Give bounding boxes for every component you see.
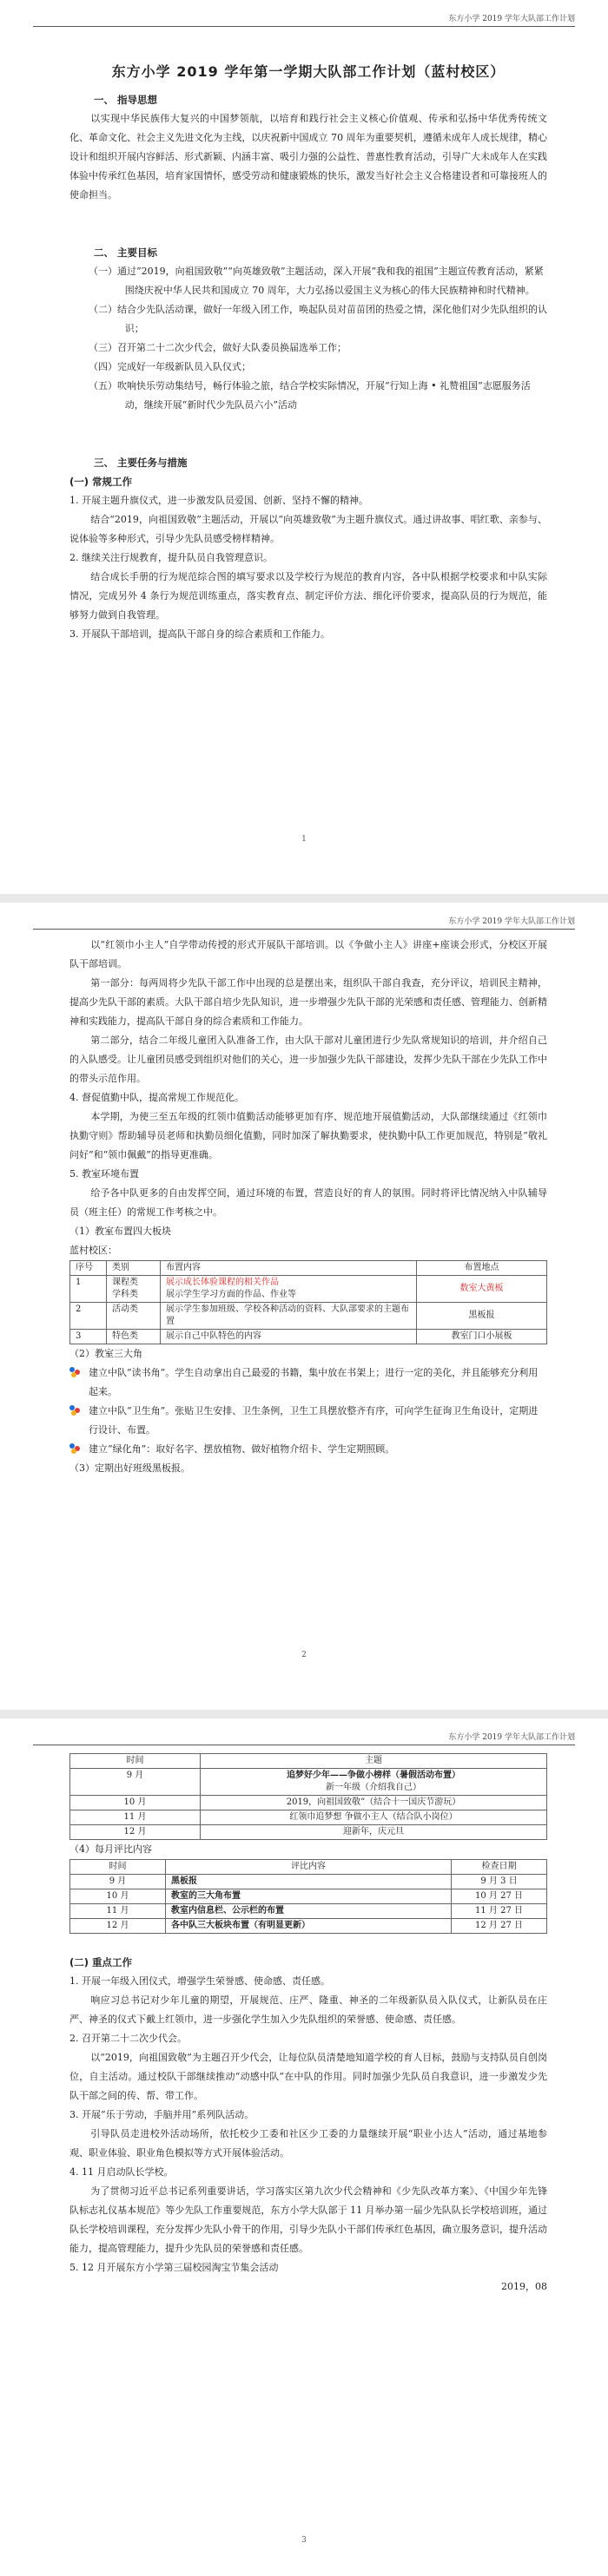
table-header-cell: 类别 [107,1261,161,1276]
table-header-row [70,1261,547,1276]
goal-item: （四）完成好一年级新队员入队仪式； [89,361,251,372]
table-header-cell: 时间 [70,1860,166,1875]
goal-item: （二）结合少先队活动课，做好一年级入团工作，唤起队员对苗苗团的热爱之情，深化他们对少先队组织的认识； [89,304,547,334]
bullet-icon [69,1367,82,1377]
table-cell: 红领巾追梦想 争做小主人（结合队小岗位） [201,1810,547,1825]
list-item: 5. 12 月开展东方小学第三届校园淘宝节集会活动 [69,2262,279,2273]
running-header: 东方小学 2019 学年大队部工作计划 [448,917,575,926]
paragraph: 为了贯彻习近平总书记系列重要讲话，学习落实区第九次少代会精神和《少先队改革方案》、《中国少年先锋队标志礼仪基本规范》等少先队工作重要规范，东方小学大队部于 11 月举办第一届少先队队长学校培训班，通过队长学校培训课程，充分发挥少先队小骨干的作用，引导少先队小干部们传承红色基因，确立服务意识，提升活动能力，提高管理能力，提升少先队员的荣誉感和责任感。 [69,2185,547,2254]
page-number: 1 [301,835,307,844]
list-item: 2. 继续关注行规教育，提升队员自我管理意识。 [69,552,273,563]
paragraph: 第二部分，结合二年级儿童团入队准备工作，由大队干部对儿童团进行少先队常规知识的培训，并介绍自己的入队感受。让儿童团员感受到组织对他们的关心，进一步加强少先队干部建设，发挥少先队干部在少先队工作中的带头示范作用。 [69,1035,547,1084]
table-heading: （1）教室布置四大板块 [69,1226,171,1237]
table-cell: 11 月 [70,1904,166,1919]
table-row [70,1810,547,1825]
table-cell: 活动类 [107,1303,161,1330]
bullet-text: 建立中队“卫生角”。张贴卫生安排、卫生条例，卫生工具摆放整齐有序，可向学生征询卫生角设计，定期进行设计、布置。 [89,1405,539,1436]
table-cell: 展示学生参加班级、学校各种活动的资料、大队部要求的主题布置 [161,1303,417,1330]
table-header-cell: 布置地点 [417,1261,547,1276]
paragraph: 结合成长手册的行为规范综合图的填写要求以及学校行为规范的教育内容，各中队根据学校要求和中队实际情况，完成另外 4 条行为规范训练重点，落实教育点、制定评价方法、细化评价要求，提高队员的行为规范，能够努力做到自我管理。 [69,571,547,621]
section-heading: 一、 指导思想 [94,94,158,106]
schedule-table [69,1753,547,1840]
header-rule [33,929,575,930]
bullet-item [69,1440,547,1459]
bullet-item [69,1402,547,1440]
list-item: 3. 开展“乐于劳动，手脑并用”系列队活动。 [69,2109,254,2120]
table-cell: 11 月 27 日 [452,1904,547,1919]
table-row [70,1889,547,1904]
table-header-cell: 序号 [70,1261,107,1276]
document-page-2 [0,903,608,1710]
list-item: 4. 11 月启动队长学校。 [69,2166,174,2178]
table-cell [201,1769,547,1796]
subsection-heading: (一) 常规工作 [69,476,133,488]
list-item: 3. 开展队干部培训，提高队干部自身的综合素质和工作能力。 [69,628,330,640]
table-header-cell: 主题 [201,1754,547,1769]
table-cell: 教室的三大角布置 [166,1889,452,1904]
paragraph: 引导队员走进校外活动场所，依托校少工委和社区少工委的力量继续开展“职业小达人”活动，通过基地参观、职业体验、职业角色模拟等方式开展体验活动。 [69,2128,547,2159]
table-cell: 黑板报 [417,1303,547,1330]
table-cell: 2 [70,1303,107,1330]
layout-table [69,1260,547,1344]
table-cell: 教室门口小展板 [417,1330,547,1344]
table-header-cell: 评比内容 [166,1860,452,1875]
paragraph: 第一部分：每两周将少先队干部工作中出现的总是摆出来，组织队干部自我查，充分评议，培训民主精神，提高少先队干部的素质。大队干部自培少先队知识，进一步增强少先队干部的光荣感和责任感、管理能力、创新精神和实践能力，提高队干部自身的综合素质和工作能力。 [69,977,547,1027]
list-item: 4. 督促值勤中队，提高常规工作规范化。 [69,1092,244,1103]
table-cell: 展示自己中队特色的内容 [161,1330,417,1344]
section-heading: 二、 主要目标 [94,246,158,259]
list-item: 2. 召开第二十二次少代会。 [69,2033,187,2044]
paragraph: 结合“2019，向祖国致敬”主题活动，开展以“向英雄致敬”为主题升旗仪式。通过讲故事、唱红歌、亲参与、说体验等多种形式，引导少先队员感受榜样精神。 [69,514,547,544]
table-row [70,1796,547,1810]
table-cell: 课程类 学科类 [107,1276,161,1303]
bullet-item [69,1364,547,1402]
table-cell: 各中队三大板块布置（有明显更新） [166,1919,452,1934]
table-cell: 9 月 [70,1769,201,1796]
goal-item: （三）召开第二十二次少代会，做好大队委员换届选举工作； [89,342,347,353]
table-row [70,1303,547,1330]
table-row [70,1769,547,1796]
table-header-row [70,1860,547,1875]
table-cell: 1 [70,1276,107,1303]
document-page-1 [0,0,608,894]
paragraph: 以实现中华民族伟大复兴的中国梦领航，以培育和践行社会主义核心价值观、传承和弘扬中华优秀传统文化、革命文化、社会主义先进文化为主线，以庆祝新中国成立 70 周年为重要契机，遵循未成年人成长规律，精心设计和组织开展内容鲜活、形式新颖、内涵丰富、吸引力强的公益性、普惠性教育活动，引导广大未成年人在实践体验中传承红色基因，培育家国情怀，感受劳动和健康锻炼的快乐，激发当好社会主义合格建设者和可靠接班人的使命担当。 [69,113,547,200]
subsection-heading: (二) 重点工作 [69,1956,133,1968]
table-cell: 10 月 [70,1796,201,1810]
table-cell: 迎新年，庆元旦 [201,1825,547,1840]
table-cell: 教室内信息栏、公示栏的布置 [166,1904,452,1919]
table-cell-text: 展示学生学习方面的作品、作业等 [166,1290,296,1299]
document-title: 东方小学 2019 学年第一学期大队部工作计划（蓝村校区） [111,63,506,80]
running-header: 东方小学 2019 学年大队部工作计划 [448,15,575,23]
table-cell: 3 [70,1330,107,1344]
table-row [70,1919,547,1934]
table-header-cell: 布置内容 [161,1261,417,1276]
paragraph: 以“2019，向祖国致敬”为主题召开少代会，让每位队员清楚地知道学校的育人目标，鼓励与支持队员自创岗位，自主活动。通过校队干部继续推动“动感中队”在中队的作用。同时加强少先队员自我意识，进一步激发少先队干部之间的传、帮、带工作。 [69,2052,547,2101]
bullet-icon [69,1443,82,1454]
table-header-cell: 时间 [70,1754,201,1769]
list-item: （3）定期出好班级黑板报。 [69,1462,190,1474]
schedule-theme: 追梦好少年——争做小榜样（暑假活动布置） [287,1771,460,1780]
table-cell-highlight: 展示成长体验课程的相关作品 [166,1278,279,1287]
table-row [70,1904,547,1919]
table-cell: 9 月 [70,1875,166,1889]
running-header: 东方小学 2019 学年大队部工作计划 [448,1733,575,1742]
list-item: 1. 开展一年级入团仪式，增强学生荣誉感、使命感、责任感。 [69,1975,330,1987]
goal-item: （五）吹响快乐劳动集结号，畅行体验之旅，结合学校实际情况，开展“行知上海 • 礼赞祖国”志愿服务活动，继续开展“新时代少先队员六小”活动 [89,380,531,411]
table-cell: 10 月 [70,1889,166,1904]
document-date: 2019，08 [501,2281,547,2292]
table-cell: 10 月 27 日 [452,1889,547,1904]
table-row [70,1875,547,1889]
page-number: 3 [301,2536,307,2545]
monthly-review-table [69,1859,547,1934]
subheading: （2）教室三大角 [69,1348,142,1359]
paragraph: 响应习总书记对少年儿童的期望，开展规范、庄严、隆重、神圣的二年级新队员入队仪式，让新队员在庄严、神圣的仪式下戴上红领巾，进一步强化学生加入少先队组织的荣誉感、使命感、责任感。 [69,1994,547,2025]
page-number: 2 [301,1651,307,1659]
table-header-cell: 检查日期 [452,1860,547,1875]
table-header-row [70,1754,547,1769]
table-cell: 9 月 3 日 [452,1875,547,1889]
list-item: 1. 开展主题升旗仪式，进一步激发队员爱国、创新、坚持不懈的精神。 [69,495,368,506]
table-row [70,1330,547,1344]
document-page-3 [0,1718,608,2576]
goal-item: （一）通过“2019，向祖国致敬”“向英雄致敬”主题活动，深入开展“我和我的祖国”主题宣传教育活动，紧紧围绕庆祝中华人民共和国成立 70 周年，大力弘扬以爱国主义为核心的伟大民族精神和时代精神。 [89,266,544,296]
table-cell: 黑板报 [166,1875,452,1889]
schedule-theme: 新一年级（介绍我自己） [326,1783,421,1792]
table-cell: 11 月 [70,1810,201,1825]
paragraph: 给予各中队更多的自由发挥空间，通过环境的布置，营造良好的育人的氛围。同时将评比情况纳入中队辅导员（班主任）的常规工作考核之中。 [69,1187,547,1218]
table-cell: 2019，向祖国致敬”（结合十一国庆节游玩） [201,1796,547,1810]
bullet-text: 建立“绿化角”：取好名字、摆放植物、做好植物介绍卡、学生定期照顾。 [89,1443,395,1455]
table-row [70,1276,547,1303]
section-heading: 三、 主要任务与措施 [94,457,188,469]
list-item: 5. 教室环境布置 [69,1168,139,1180]
bullet-text: 建立中队“读书角”。学生自动拿出自己最爱的书籍，集中放在书架上；进行一定的美化，并且能够充分利用起来。 [89,1367,539,1397]
table-cell: 12 月 [70,1825,201,1840]
paragraph: 以“红领巾小主人”自学带动传授的形式开展队干部培训。以《争做小主人》讲座+座谈会形式，分校区开展队干部培训。 [69,939,547,969]
paragraph: 本学期，为使三至五年级的红领巾值勤活动能够更加有序、规范地开展值勤活动，大队部继续通过《红领巾执勤守则》帮助辅导员老师和执勤员细化值勤，同时加深了解执勤要求，使执勤中队工作更加规范，特别是“敬礼问好”和“领巾佩戴”的指导更准确。 [69,1111,547,1160]
campus-label: 蓝村校区： [69,1245,117,1256]
table-cell: 数室大黄板 [417,1276,547,1303]
table-heading: （4）每月评比内容 [69,1843,152,1855]
table-cell: 12 月 27 日 [452,1919,547,1934]
table-cell [161,1276,417,1303]
table-cell: 特色类 [107,1330,161,1344]
table-cell: 12 月 [70,1919,166,1934]
header-rule [33,26,575,27]
table-row [70,1825,547,1840]
bullet-icon [69,1405,82,1416]
